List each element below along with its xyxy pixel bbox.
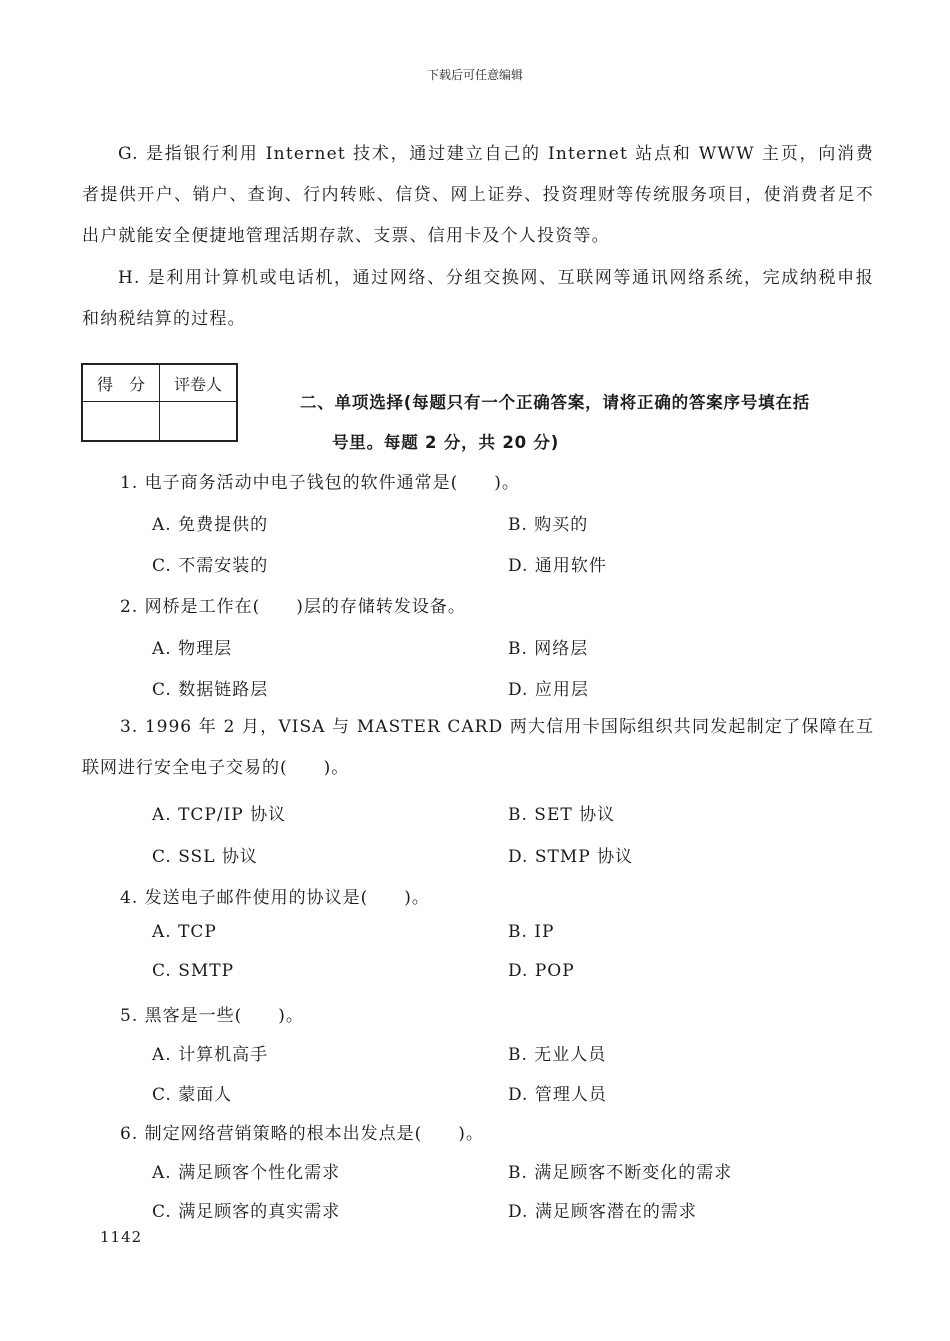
question-4-option-c: C. SMTP — [152, 961, 235, 981]
question-2-stem: 2. 网桥是工作在( )层的存储转发设备。 — [120, 597, 466, 617]
question-5-option-d: D. 管理人员 — [508, 1085, 607, 1105]
question-3-option-b: B. SET 协议 — [508, 805, 616, 825]
question-1-stem: 1. 电子商务活动中电子钱包的软件通常是( )。 — [120, 473, 520, 493]
question-3-option-a: A. TCP/IP 协议 — [152, 805, 287, 825]
paragraph-h — [82, 258, 874, 340]
header-note: 下载后可任意编辑 — [426, 68, 523, 82]
question-6-option-b: B. 满足顾客不断变化的需求 — [508, 1163, 733, 1183]
paragraph-h-text: H. 是利用计算机或电话机，通过网络、分组交换网、互联网等通讯网络系统，完成纳税申报和纳税结算的过程。 — [82, 268, 874, 329]
question-4-option-d: D. POP — [508, 961, 575, 981]
question-3-option-c: C. SSL 协议 — [152, 847, 258, 867]
question-6-option-c: C. 满足顾客的真实需求 — [152, 1202, 341, 1222]
question-6-stem: 6. 制定网络营销策略的根本出发点是( )。 — [120, 1124, 484, 1144]
question-1-option-a: A. 免费提供的 — [152, 515, 269, 535]
question-5-stem: 5. 黑客是一些( )。 — [120, 1006, 304, 1026]
question-2-option-d: D. 应用层 — [508, 680, 589, 700]
question-4-option-b: B. IP — [508, 922, 555, 942]
section-title-line2: 号里。每题 2 分，共 20 分) — [332, 433, 560, 452]
question-6-option-a: A. 满足顾客个性化需求 — [152, 1163, 341, 1183]
question-1-option-c: C. 不需安装的 — [152, 556, 269, 576]
score-table — [81, 363, 238, 442]
section-title-line1: 二、单项选择(每题只有一个正确答案，请将正确的答案序号填在括 — [300, 393, 811, 412]
reviewer-cell — [160, 402, 238, 442]
question-5-option-b: B. 无业人员 — [508, 1045, 607, 1065]
question-5-option-c: C. 蒙面人 — [152, 1085, 233, 1105]
question-3-option-d: D. STMP 协议 — [508, 847, 634, 867]
reviewer-label: 评卷人 — [160, 364, 238, 402]
question-2-option-b: B. 网络层 — [508, 639, 589, 659]
section-title — [300, 383, 880, 463]
paragraph-g-text: G. 是指银行利用 Internet 技术，通过建立自己的 Internet 站点和 WWW 主页，向消费者提供开户、销户、查询、行内转账、信贷、网上证券、投资理财等传统服务项目，使消费者足不出户就能安全便捷地管理活期存款、支票、信用卡及个人投资等。 — [82, 144, 874, 246]
question-3-stem-text: 3. 1996 年 2 月，VISA 与 MASTER CARD 两大信用卡国际组织共同发起制定了保障在互联网进行安全电子交易的( )。 — [82, 717, 874, 778]
question-2-option-a: A. 物理层 — [152, 639, 233, 659]
question-3-stem — [82, 707, 874, 789]
question-6-option-d: D. 满足顾客潜在的需求 — [508, 1202, 697, 1222]
paragraph-g — [82, 134, 874, 257]
question-5-option-a: A. 计算机高手 — [152, 1045, 269, 1065]
question-4-stem: 4. 发送电子邮件使用的协议是( )。 — [120, 888, 430, 908]
question-4-option-a: A. TCP — [152, 922, 217, 942]
question-1-option-b: B. 购买的 — [508, 515, 589, 535]
page-number: 1142 — [100, 1228, 143, 1246]
question-1-option-d: D. 通用软件 — [508, 556, 607, 576]
score-label: 得 分 — [82, 364, 160, 402]
score-cell — [82, 402, 160, 442]
question-2-option-c: C. 数据链路层 — [152, 680, 269, 700]
